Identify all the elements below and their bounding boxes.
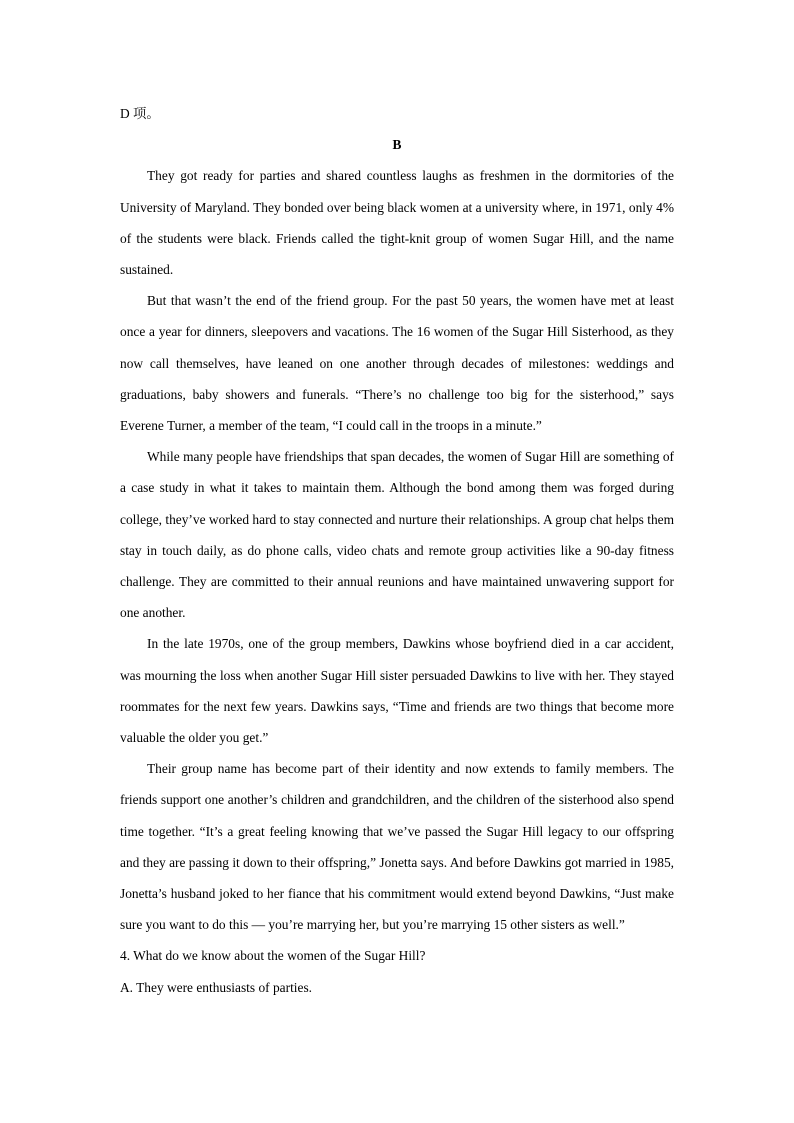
document-body: [120, 98, 674, 1003]
passage-paragraph-5: Their group name has become part of their identity and now extends to family members. The friends support one another’s children and grandchildren, and the children of the sisterhood also spend time together. “It’s a great feeling knowing that we’ve passed the Sugar Hill legacy to our offspring and they are passing it down to their offspring,” Jonetta says. And before Dawkins got married in 1985, Jonetta’s husband joked to her fiance that his commitment would extend beyond Dawkins, “Just make sure you want to do this — you’re marrying her, but you’re marrying 15 other sisters as well.”: [120, 761, 674, 933]
passage-paragraph-2: But that wasn’t the end of the friend group. For the past 50 years, the women have met at least once a year for dinners, sleepovers and vacations. The 16 women of the Sugar Hill Sisterhood, as they now call themselves, have leaned on one another through decades of milestones: weddings and graduations, baby showers and funerals. “There’s no challenge too big for the sisterhood,” says Everene Turner, a member of the team, “I could call in the troops in a minute.”: [120, 293, 674, 434]
question-text: 4. What do we know about the women of the Sugar Hill?: [120, 948, 426, 964]
passage-paragraph-4: In the late 1970s, one of the group members, Dawkins whose boyfriend died in a car accident, was mourning the loss when another Sugar Hill sister persuaded Dawkins to live with her. They stayed roommates for the next few years. Dawkins says, “Time and friends are two things that become more valuable the older you get.”: [120, 636, 674, 746]
answer-option-a: A. They were enthusiasts of parties.: [120, 979, 313, 995]
passage-paragraph-1: They got ready for parties and shared countless laughs as freshmen in the dormitories of the University of Maryland. They bonded over being black women at a university where, in 1971, only 4% of the students were black. Friends called the tight-knit group of women Sugar Hill, and the name sustained.: [120, 168, 674, 278]
passage-paragraph-3: While many people have friendships that span decades, the women of Sugar Hill are something of a case study in what it takes to maintain them. Although the bond among them was forged during college, they’ve worked hard to stay connected and nurture their relationships. A group chat helps them stay in touch daily, as do phone calls, video chats and remote group activities like a 90-day fitness challenge. They are committed to their annual reunions and have maintained unwavering support for one another.: [120, 449, 674, 621]
section-heading: B: [392, 137, 402, 153]
leading-answer-text: D 项。: [120, 106, 160, 121]
